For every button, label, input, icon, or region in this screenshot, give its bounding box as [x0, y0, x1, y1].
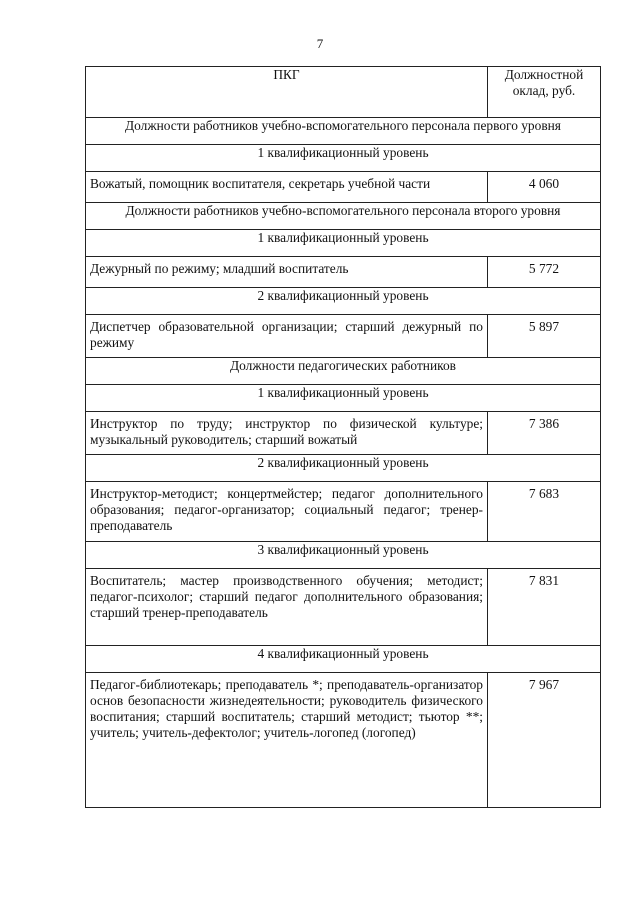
- page-number: 7: [316, 36, 324, 51]
- position-names: Диспетчер образовательной организации; старший дежурный по режиму: [86, 315, 488, 358]
- table-row: [86, 673, 601, 808]
- level-row: [86, 542, 601, 569]
- level-row: [86, 385, 601, 412]
- salary-value: 7 831: [488, 569, 601, 646]
- section-row: [86, 358, 601, 385]
- section-title: Должности работников учебно-вспомогательного персонала второго уровня: [86, 203, 601, 230]
- section-title: Должности работников учебно-вспомогательного персонала первого уровня: [86, 118, 601, 145]
- section-title: Должности педагогических работников: [86, 358, 601, 385]
- position-names: Педагог-библиотекарь; преподаватель *; преподаватель-организатор основ безопасности жизнедеятельности; руководитель физического воспитания; старший воспитатель; старший методист; тьютор **; учитель; учитель-дефектолог; учитель-логопед (логопед): [86, 673, 488, 808]
- position-names: Инструктор-методист; концертмейстер; педагог дополнительного образования; педагог-организатор; социальный педагог; тренер-преподаватель: [86, 482, 488, 542]
- position-names: Вожатый, помощник воспитателя, секретарь учебной части: [86, 172, 488, 203]
- qualification-level: 4 квалификационный уровень: [86, 646, 601, 673]
- qualification-level: 1 квалификационный уровень: [86, 230, 601, 257]
- qualification-level: 3 квалификационный уровень: [86, 542, 601, 569]
- salary-table-body: [86, 67, 601, 808]
- header-salary: Должностной оклад, руб.: [488, 67, 601, 118]
- salary-value: 7 386: [488, 412, 601, 455]
- salary-value: 5 897: [488, 315, 601, 358]
- table-row: [86, 569, 601, 646]
- qualification-level: 2 квалификационный уровень: [86, 288, 601, 315]
- position-names: Инструктор по труду; инструктор по физической культуре; музыкальный руководитель; старший вожатый: [86, 412, 488, 455]
- salary-value: 7 967: [488, 673, 601, 808]
- salary-table: [85, 66, 601, 808]
- section-row: [86, 118, 601, 145]
- qualification-level: 2 квалификационный уровень: [86, 455, 601, 482]
- table-row: [86, 482, 601, 542]
- table-row: [86, 172, 601, 203]
- level-row: [86, 145, 601, 172]
- level-row: [86, 455, 601, 482]
- level-row: [86, 646, 601, 673]
- salary-value: 7 683: [488, 482, 601, 542]
- section-row: [86, 203, 601, 230]
- level-row: [86, 230, 601, 257]
- table-header-row: [86, 67, 601, 118]
- position-names: Воспитатель; мастер производственного обучения; методист; педагог-психолог; старший педагог дополнительного образования; старший тренер-преподаватель: [86, 569, 488, 646]
- header-pkg: ПКГ: [86, 67, 488, 118]
- qualification-level: 1 квалификационный уровень: [86, 145, 601, 172]
- position-names: Дежурный по режиму; младший воспитатель: [86, 257, 488, 288]
- salary-value: 5 772: [488, 257, 601, 288]
- level-row: [86, 288, 601, 315]
- table-row: [86, 412, 601, 455]
- table-row: [86, 315, 601, 358]
- table-row: [86, 257, 601, 288]
- salary-value: 4 060: [488, 172, 601, 203]
- qualification-level: 1 квалификационный уровень: [86, 385, 601, 412]
